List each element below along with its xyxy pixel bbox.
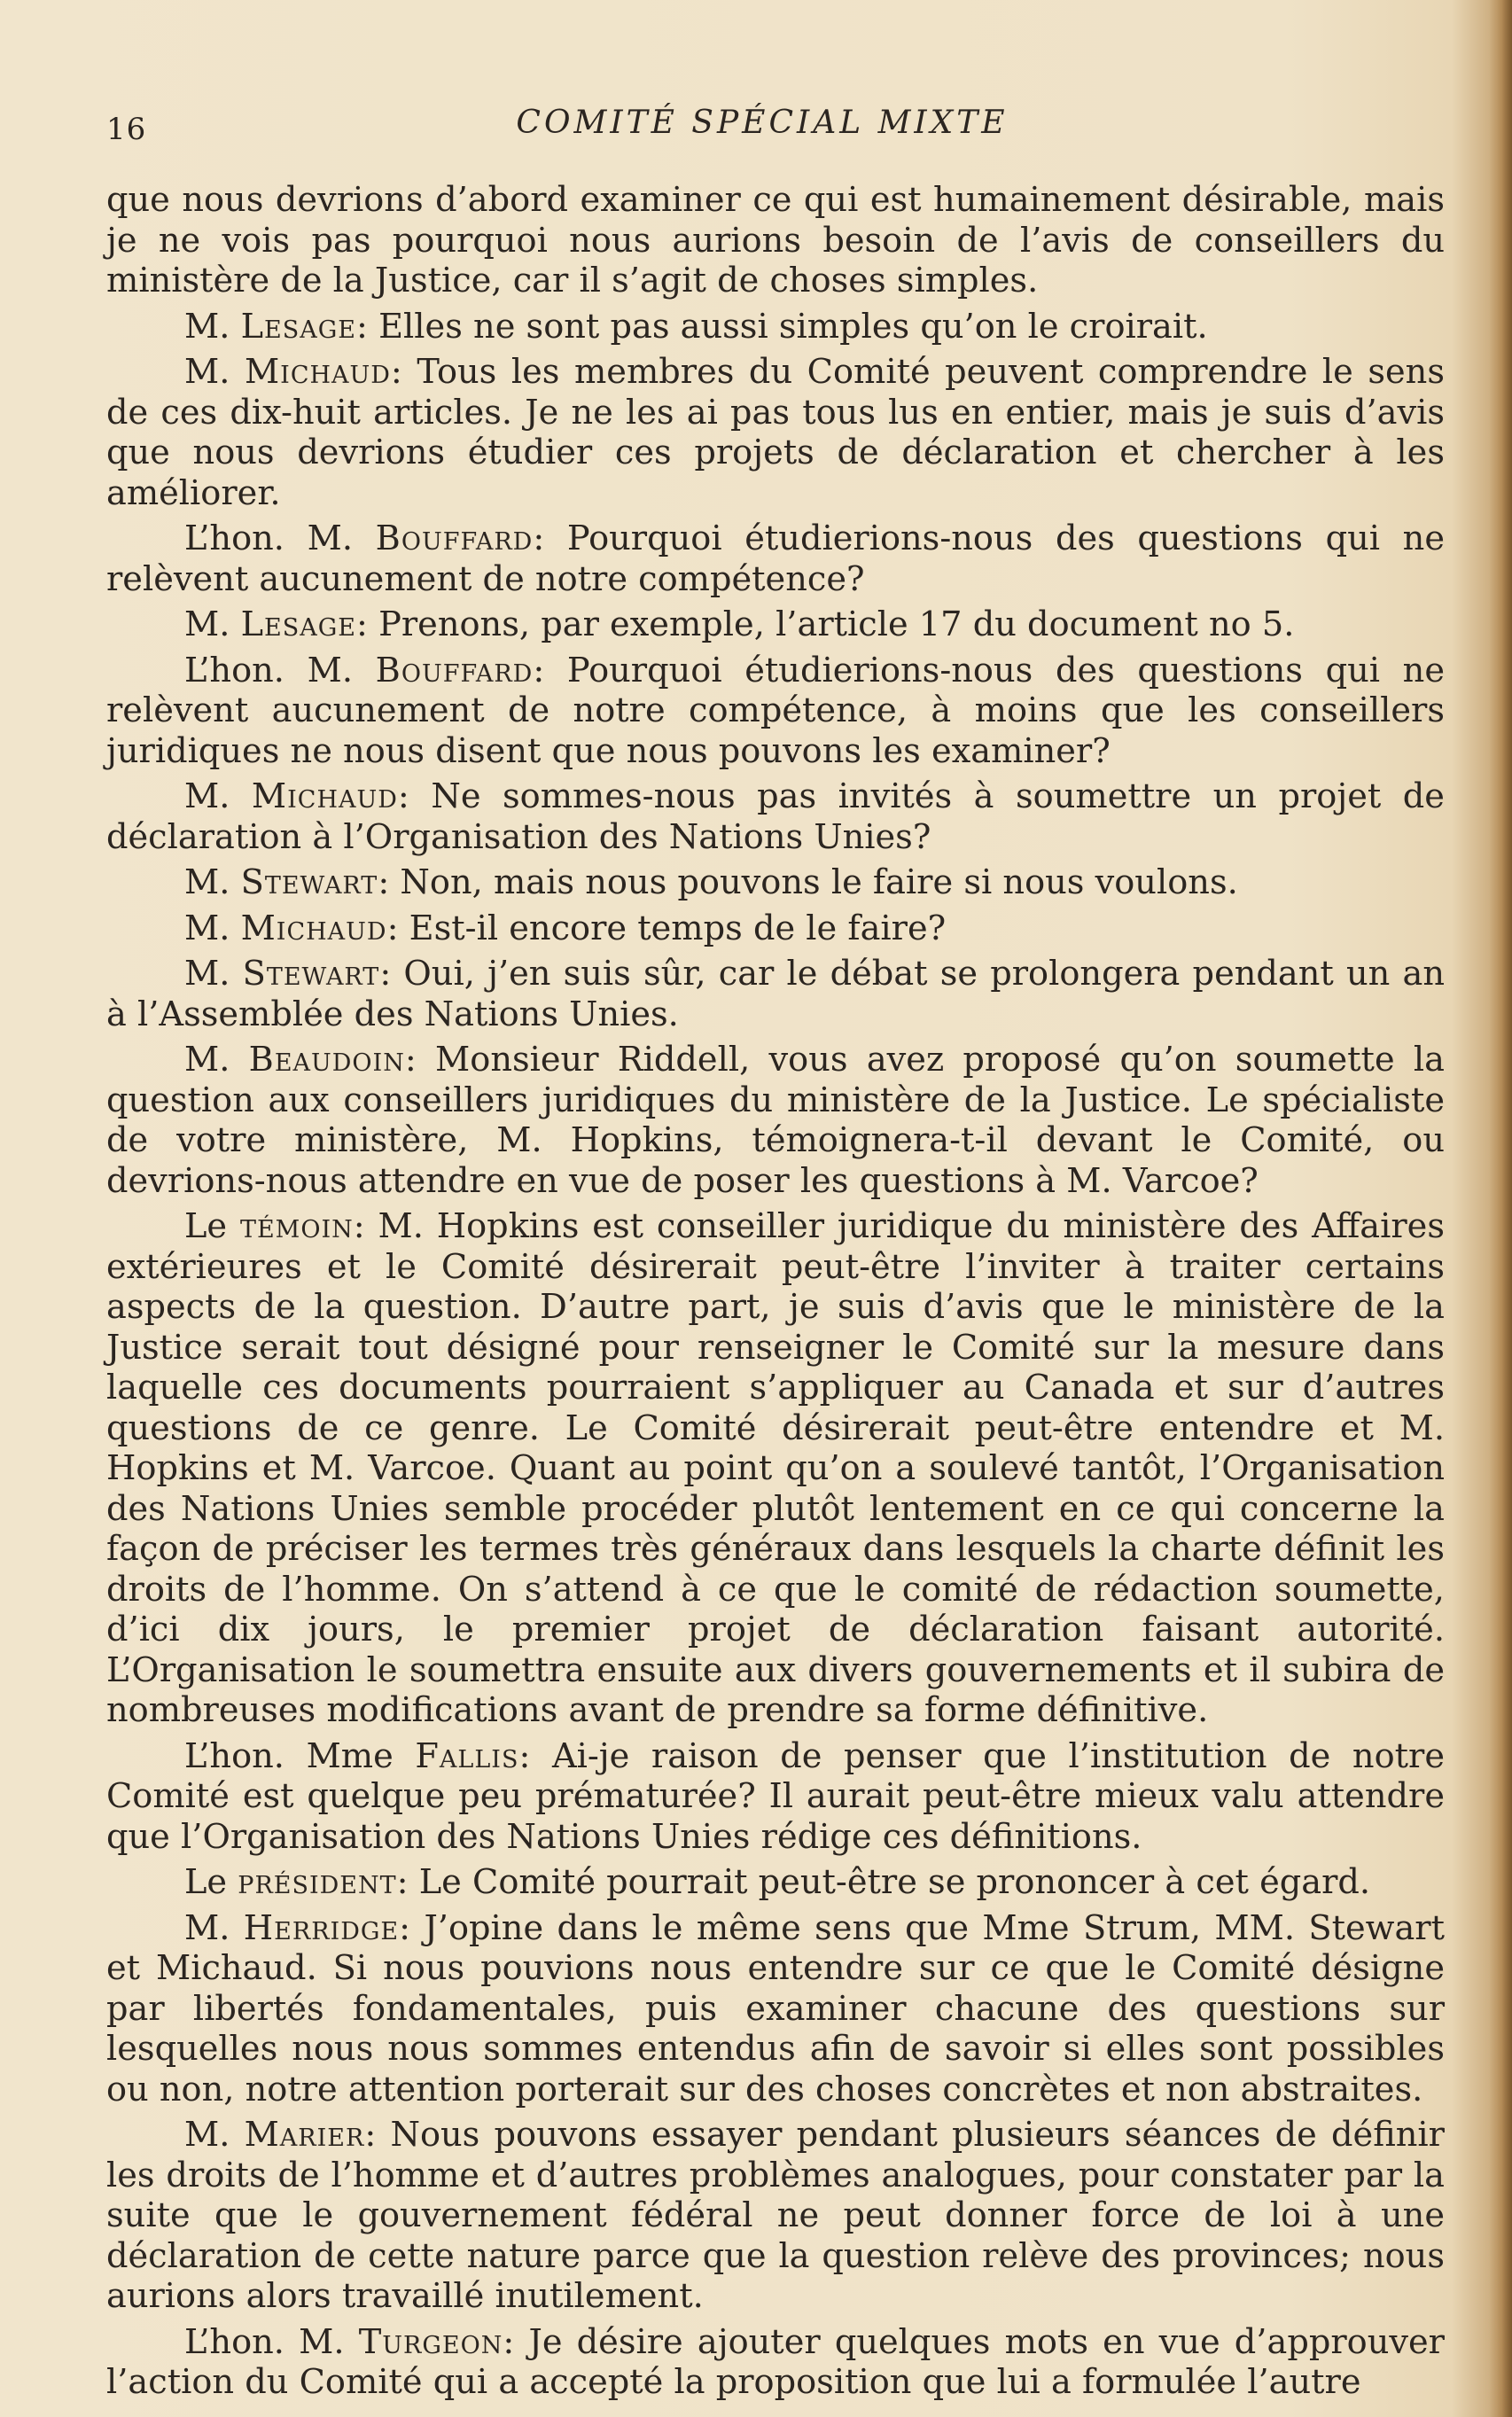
speaker-name: Bouffard [375,650,534,690]
paragraph [106,1908,1445,2110]
speaker-prefix: M. [184,352,230,392]
speaker-separator: : [353,1206,365,1246]
speaker-name: Beaudoin [248,1040,405,1080]
paragraph [106,180,1445,301]
running-title: COMITÉ SPÉCIAL MIXTE [516,105,1009,141]
speaker-prefix: Le [184,1206,228,1246]
paragraph [106,908,1445,949]
speaker-prefix: M. [184,862,230,902]
paragraph-text: Pourquoi étudierions-nous des questions qui ne relèvent aucunement de notre compétence, à moins que les conseillers juridiques ne nous disent que nous pouvons les examiner? [106,650,1445,771]
paragraph-text: Nous pouvons essayer pendant plusieurs séances de définir les droits de l’homme et d’autres problèmes analogues, pour constater par la suite que le gouvernement fédéral ne peut donner force de loi à une déclaration de cette nature parce que la question relève des provinces; nous aurions alors travaillé inutilement. [106,2115,1445,2316]
paragraph [106,604,1445,645]
paragraph-text: Tous les membres du Comité peuvent comprendre le sens de ces dix-huit articles. Je ne les ai pas tous lus en entier, mais je suis d’avis que nous devrions étudier ces projets de déclaration et chercher à les améliorer. [106,352,1445,513]
speaker-name: Michaud [240,908,387,948]
speaker-prefix: M. [184,954,230,994]
speaker-prefix: M. [184,604,230,644]
speaker-name: Stewart [242,954,380,994]
speaker-prefix: M. [184,776,230,816]
paragraph-text: Prenons, par exemple, l’article 17 du document no 5. [378,604,1295,644]
paragraph [106,1040,1445,1201]
paragraph [106,2115,1445,2317]
speaker-name: Lesage [240,306,356,347]
speaker-name: Turgeon [358,2321,503,2362]
paragraph [106,776,1445,857]
speaker-prefix: M. [184,306,230,347]
paragraph-text: Oui, j’en suis sûr, car le débat se prolongera pendant un an à l’Assemblée des Nations Unies. [106,954,1445,1034]
speaker-name: témoin [239,1206,354,1246]
speaker-separator: : [390,352,402,392]
paragraph-text: Elles ne sont pas aussi simples qu’on le croirait. [378,306,1208,347]
speaker-separator: : [356,306,368,347]
speaker-separator: : [364,2115,377,2155]
speaker-prefix: L’hon. M. [184,518,354,558]
speaker-separator: : [396,1862,409,1902]
paragraph-text: Pourquoi étudierions-nous des questions qui ne relèvent aucunement de notre compétence? [106,518,1445,599]
speaker-separator: : [356,604,368,644]
speaker-prefix: M. [184,1040,230,1080]
page-edge-shadow [1489,0,1512,2417]
paragraph [106,1736,1445,1858]
speaker-name: Lesage [240,604,356,644]
speaker-prefix: L’hon. M. [184,650,354,690]
speaker-name: Michaud [244,352,391,392]
speaker-prefix: L’hon. M. [184,2321,345,2362]
speaker-name: Marier [244,2115,365,2155]
page-number: 16 [106,112,147,147]
paragraph [106,2322,1445,2403]
speaker-separator: : [397,776,409,816]
speaker-separator: : [503,2321,515,2362]
paragraph [106,352,1445,513]
speaker-separator: : [533,650,545,690]
speaker-prefix: M. [184,2115,230,2155]
paragraph [106,1206,1445,1731]
paragraph [106,651,1445,772]
paragraph-text: Monsieur Riddell, vous avez proposé qu’on soumette la question aux conseillers juridiques du ministère de la Justice. Le spécialiste de votre ministère, M. Hopkins, témoignera-t-il devant le Comité, ou devrions-nous attendre en vue de poser les questions à M. Varcoe? [106,1040,1445,1201]
paragraph [106,307,1445,347]
speaker-separator: : [386,908,399,948]
paragraph [106,954,1445,1034]
paragraph-text: Ai-je raison de penser que l’institution de notre Comité est quelque peu prématurée? Il aurait peut-être mieux valu attendre que l’Organisation des Nations Unies rédige ces définitions. [106,1735,1445,1857]
paragraph-text: Non, mais nous pouvons le faire si nous voulons. [400,862,1238,902]
paragraph-text: Je désire ajouter quelques mots en vue d’approuver l’action du Comité qui a accepté la proposition que lui a formulée l’autre [106,2321,1445,2402]
speaker-prefix: M. [184,908,230,948]
speaker-prefix: Le [184,1862,228,1902]
speaker-separator: : [378,862,390,902]
speaker-name: Herridge [243,1907,400,1948]
speaker-separator: : [379,954,392,994]
paragraph-text: M. Hopkins est conseiller juridique du ministère des Affaires extérieures et le Comité désirerait peut-être l’inviter à traiter certains aspects de la question. D’autre part, je suis d’avis que le ministère de la Justice serait tout désigné pour renseigner le Comité sur la mesure dans laquelle ces documents pourraient s’appliquer au Canada et sur d’autres questions de ce genre. Le Comité désirerait peut-être entendre et M. Hopkins et M. Varcoe. Quant au point qu’on a soulevé tantôt, l’Organisation des Nations Unies semble procéder plutôt lentement en ce qui concerne la façon de préciser les termes très généraux dans lesquels la charte définit les droits de l’homme. On s’attend à ce que le comité de rédaction soumette, d’ici dix jours, le premier projet de déclaration faisant autorité. L’Organisation le soumettra ensuite aux divers gouvernements et il subira de nombreuses modifications avant de prendre sa forme définitive. [106,1206,1445,1730]
paragraph-text: Le Comité pourrait peut-être se prononcer à cet égard. [418,1862,1371,1902]
speaker-separator: : [518,1735,531,1776]
speaker-name: Bouffard [375,518,534,558]
paragraph-text: Est-il encore temps de le faire? [409,908,947,948]
paragraph [106,862,1445,903]
body-text [106,180,1445,2408]
paragraph [106,518,1445,599]
speaker-prefix: M. [184,1907,230,1948]
page-header [106,105,1418,154]
speaker-separator: : [533,518,545,558]
speaker-name: Fallis [415,1735,519,1776]
speaker-name: Michaud [251,776,398,816]
speaker-separator: : [404,1040,417,1080]
paragraph [106,1862,1445,1903]
speaker-name: président [238,1862,397,1902]
paragraph-text: J’opine dans le même sens que Mme Strum, MM. Stewart et Michaud. Si nous pouvions nous entendre sur ce que le Comité désigne par libertés fondamentales, puis examiner chacune des questions sur lesquelles nous nous sommes entendus afin de savoir si elles sont possibles ou non, notre attention porterait sur des choses concrètes et non abstraites. [106,1907,1445,2109]
speaker-separator: : [399,1907,411,1948]
speaker-prefix: L’hon. Mme [184,1735,394,1776]
paragraph-text: Ne sommes-nous pas invités à soumettre un projet de déclaration à l’Organisation des Nations Unies? [106,776,1445,857]
speaker-name: Stewart [240,862,378,902]
paragraph-text: que nous devrions d’abord examiner ce qui est humainement désirable, mais je ne vois pas pourquoi nous aurions besoin de l’avis de conseillers du ministère de la Justice, car il s’agit de choses simples. [106,180,1445,300]
